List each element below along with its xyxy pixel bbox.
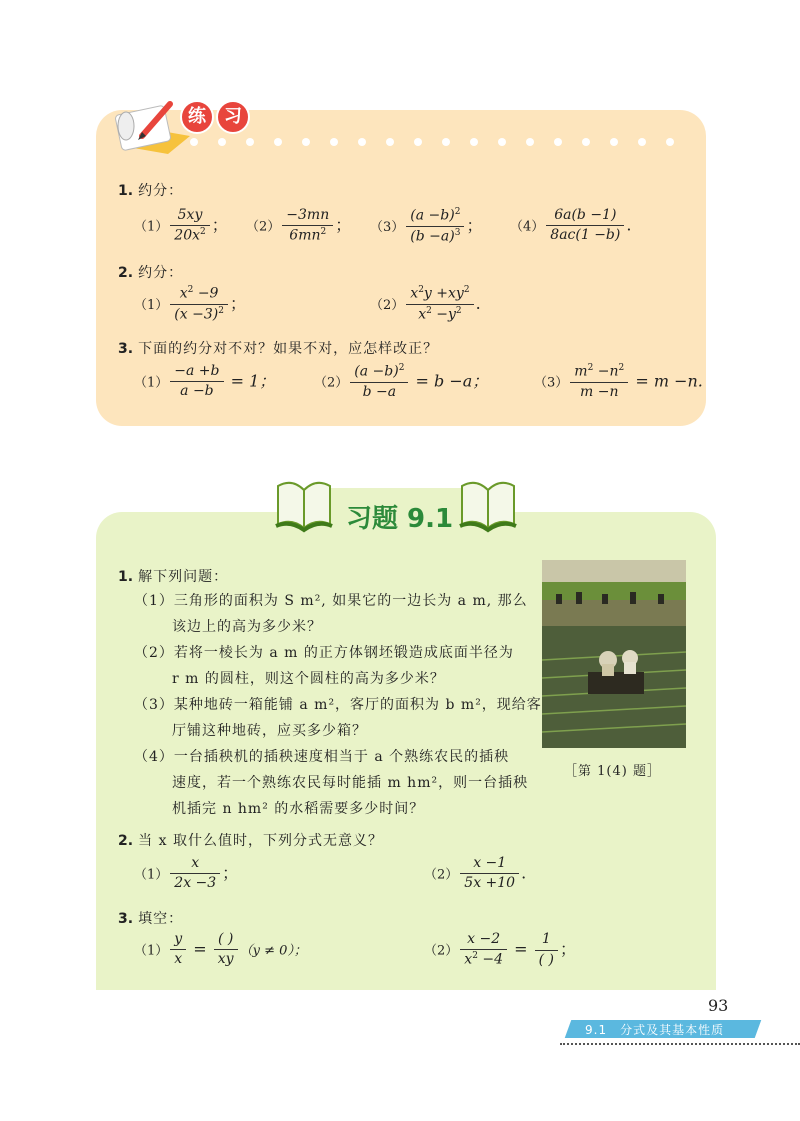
section-footer-label: 9.1 分式及其基本性质 <box>585 1023 725 1037</box>
open-book-icon-right <box>456 472 520 534</box>
practice-q3: 3. 下面的约分对不对？如果不对，应怎样改正？ <box>118 341 439 357</box>
rice-planting-photo <box>542 560 686 748</box>
exercise-q2-item2: （2） $\frac{x -1}{5x +10}$ . <box>424 855 527 892</box>
practice-dot <box>498 138 506 146</box>
practice-q2-item2: （2） $\frac{x^2y +xy^2}{x^2 -y^2}$ . <box>370 285 481 323</box>
practice-q1-item3: （3） $\frac{(a -b)^2}{(b -a)^3}$ ； <box>370 207 483 245</box>
practice-q1-item2: （2） $\frac{-3mn}{6mn^2}$ ； <box>246 207 352 245</box>
practice-dot <box>442 138 450 146</box>
exercise-q1-sub3-line2: 厅铺这种地砖，应买多少箱？ <box>172 723 367 739</box>
practice-dot <box>274 138 282 146</box>
practice-q1-item4: （4） $\frac{6a(b -1)}{8ac(1 -b)}$ . <box>510 207 632 244</box>
practice-dot <box>358 138 366 146</box>
practice-q1: 1. 约分： <box>118 183 184 199</box>
practice-title-char1: 练 <box>180 100 214 134</box>
exercise-q2-item1: （1） $\frac{x}{2x -3}$ ； <box>134 855 239 892</box>
practice-dots <box>190 138 690 146</box>
practice-dot <box>666 138 674 146</box>
practice-dot <box>554 138 562 146</box>
exercise-q3-item1: （1） $\frac{y}{x}$ = $\frac{( )}{xy}$ （y ≠ 0）； <box>134 931 307 968</box>
practice-dot <box>330 138 338 146</box>
exercise-q1-sub4-line3: 机插完 n hm² 的水稻需要多少时间？ <box>172 801 425 817</box>
exercise-q1-sub4-line1: （4）一台插秧机的插秧速度相当于 a 个熟练农民的插秧 <box>134 749 510 765</box>
exercise-q1-sub3-line1: （3）某种地砖一箱能铺 a m²，客厅的面积为 b m²，现给客 <box>134 697 542 713</box>
photo-caption: ［第 1(4) 题］ <box>564 764 661 779</box>
open-book-icon-left <box>272 472 336 534</box>
exercise-q1-sub1-line2: 该边上的高为多少米？ <box>172 619 322 635</box>
practice-dot <box>246 138 254 146</box>
practice-q3-item3: （3） $\frac{m^2 -n^2}{m -n}$ = m −n. <box>534 363 703 401</box>
page-number: 93 <box>708 996 729 1015</box>
footer-dotted-rule <box>560 1043 800 1045</box>
practice-dot <box>526 138 534 146</box>
exercise-q1-sub4-line2: 速度，若一个熟练农民每时能插 m hm²，则一台插秧 <box>172 775 529 791</box>
practice-dot <box>302 138 310 146</box>
exercise-title: 习题 9.1 <box>346 504 454 534</box>
exercise-q1-sub1-line1: （1）三角形的面积为 S m², 如果它的一边长为 a m, 那么 <box>134 593 528 609</box>
exercise-q2: 2. 当 x 取什么值时，下列分式无意义？ <box>118 833 383 849</box>
practice-q3-item1: （1） $\frac{-a +b}{a -b}$ = 1； <box>134 363 276 400</box>
practice-dot <box>638 138 646 146</box>
practice-q2: 2. 约分： <box>118 265 184 281</box>
practice-q1-item1: （1） $\frac{5xy}{20x^2}$ ； <box>134 207 228 245</box>
exercise-q1-sub2-line2: r m 的圆柱，则这个圆柱的高为多少米？ <box>172 671 445 687</box>
practice-q2-item1: （1） $\frac{x^2 -9}{(x -3)^2}$ ； <box>134 285 246 323</box>
exercise-q3-item2: （2） $\frac{x -2}{x^2 -4}$ = $\frac{1}{( )}$ ； <box>424 931 576 969</box>
practice-dot <box>610 138 618 146</box>
exercise-q1-sub2-line1: （2）若将一棱长为 a m 的正方体钢坯锻造成底面半径为 <box>134 645 514 661</box>
exercise-q1: 1. 解下列问题： <box>118 569 229 585</box>
practice-dot <box>414 138 422 146</box>
practice-q3-item2: （2） $\frac{(a -b)^2}{b -a}$ = b −a； <box>314 363 489 401</box>
exercise-q3: 3. 填空： <box>118 911 184 927</box>
practice-dot <box>470 138 478 146</box>
practice-title-badge <box>180 100 250 134</box>
practice-title-char2: 习 <box>216 100 250 134</box>
practice-dot <box>218 138 226 146</box>
practice-dot <box>386 138 394 146</box>
practice-dot <box>582 138 590 146</box>
